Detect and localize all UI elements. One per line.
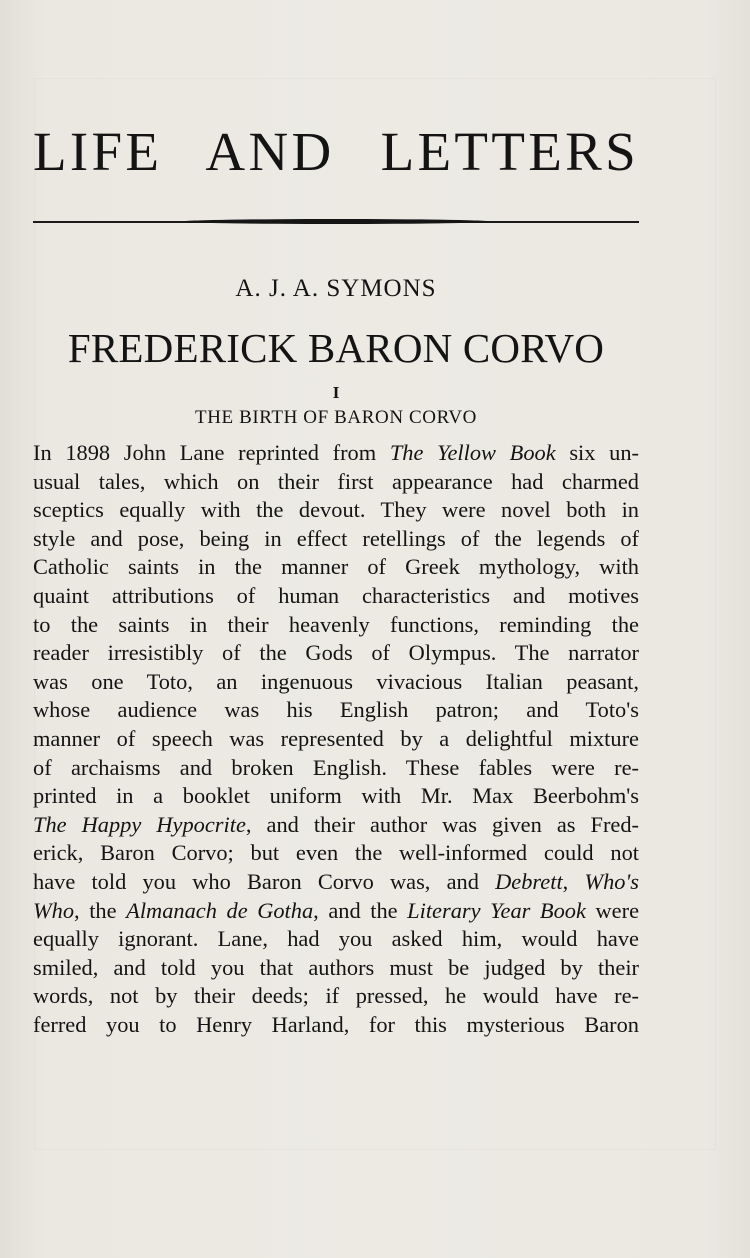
body-text-run: have told you who Baron Corvo was, and: [33, 868, 496, 894]
page-content: [33, 112, 639, 1039]
body-text-run: erick, Baron Corvo; but even the well-informed could not: [33, 840, 639, 866]
journal-title: LIFE AND LETTERS: [33, 121, 639, 182]
section-number: I: [332, 383, 340, 402]
body-text-run: reader irresistibly of the Gods of Olympus. The narrator: [33, 640, 639, 666]
body-line: [33, 868, 639, 897]
title-rule-thick: [183, 219, 489, 224]
body-paragraph: [33, 439, 639, 1039]
body-text-run: ,: [562, 868, 585, 894]
body-text-run: equally ignorant. Lane, had you asked him, would have: [33, 926, 639, 952]
body-line: [33, 525, 639, 554]
body-line: [33, 897, 639, 926]
body-text-run: quaint attributions of human characteristics and motives: [33, 582, 639, 608]
body-text-run: to the saints in their heavenly functions, reminding the: [33, 611, 639, 637]
body-text-run: manner of speech was represented by a delightful mixture: [33, 725, 639, 751]
body-line: [33, 925, 639, 954]
body-line: [33, 668, 639, 697]
italic-title-text: Who's: [584, 868, 639, 894]
body-text-run: printed in a booklet uniform with Mr. Max Beerbohm's: [33, 783, 639, 809]
body-line: [33, 496, 639, 525]
italic-title-text: Literary Year Book: [407, 897, 586, 923]
body-text-run: sceptics equally with the devout. They were novel both in: [33, 497, 639, 523]
body-line: [33, 1011, 639, 1040]
body-line: [33, 582, 639, 611]
body-line: [33, 639, 639, 668]
body-text-run: , the: [74, 897, 127, 923]
body-line: [33, 839, 639, 868]
body-text-run: were: [585, 897, 640, 923]
italic-title-text: Who: [33, 897, 75, 923]
body-line: [33, 468, 639, 497]
body-line: [33, 982, 639, 1011]
body-text-run: whose audience was his English patron; and Toto's: [33, 697, 639, 723]
body-text-run: style and pose, being in effect retellings of the legends of: [33, 525, 639, 551]
section-title: THE BIRTH OF BARON CORVO: [195, 407, 477, 428]
body-line: [33, 696, 639, 725]
italic-title-text: Debrett: [495, 868, 563, 894]
body-line: [33, 439, 639, 468]
italic-title-text: Almanach de Gotha: [126, 897, 314, 923]
italic-title-text: The Happy Hypocrite: [33, 811, 246, 837]
body-text-run: In 1898 John Lane reprinted from: [33, 440, 390, 465]
author-name: A. J. A. SYMONS: [235, 275, 437, 302]
italic-title-text: The Yellow Book: [389, 440, 556, 465]
body-line: [33, 553, 639, 582]
body-text-run: was one Toto, an ingenuous vivacious Italian peasant,: [33, 668, 639, 694]
body-line: [33, 754, 639, 783]
body-text-run: usual tales, which on their first appearance had charmed: [33, 468, 639, 494]
body-text-run: words, not by their deeds; if pressed, he would have re-: [33, 983, 639, 1009]
body-text-run: six un-: [555, 440, 639, 465]
title-rule: [33, 216, 639, 228]
body-line: [33, 611, 639, 640]
body-text-run: smiled, and told you that authors must be judged by their: [33, 954, 639, 980]
body-line: [33, 954, 639, 983]
body-text-run: , and the: [313, 897, 408, 923]
body-text-run: ferred you to Henry Harland, for this mysterious Baron: [33, 1011, 639, 1037]
body-line: [33, 725, 639, 754]
article-title: FREDERICK BARON CORVO: [67, 325, 605, 371]
body-text-run: Catholic saints in the manner of Greek mythology, with: [33, 554, 639, 580]
body-text-run: of archaisms and broken English. These fables were re-: [33, 754, 639, 780]
body-line: [33, 811, 639, 840]
body-text-run: , and their author was given as Fred-: [245, 811, 639, 837]
body-line: [33, 782, 639, 811]
